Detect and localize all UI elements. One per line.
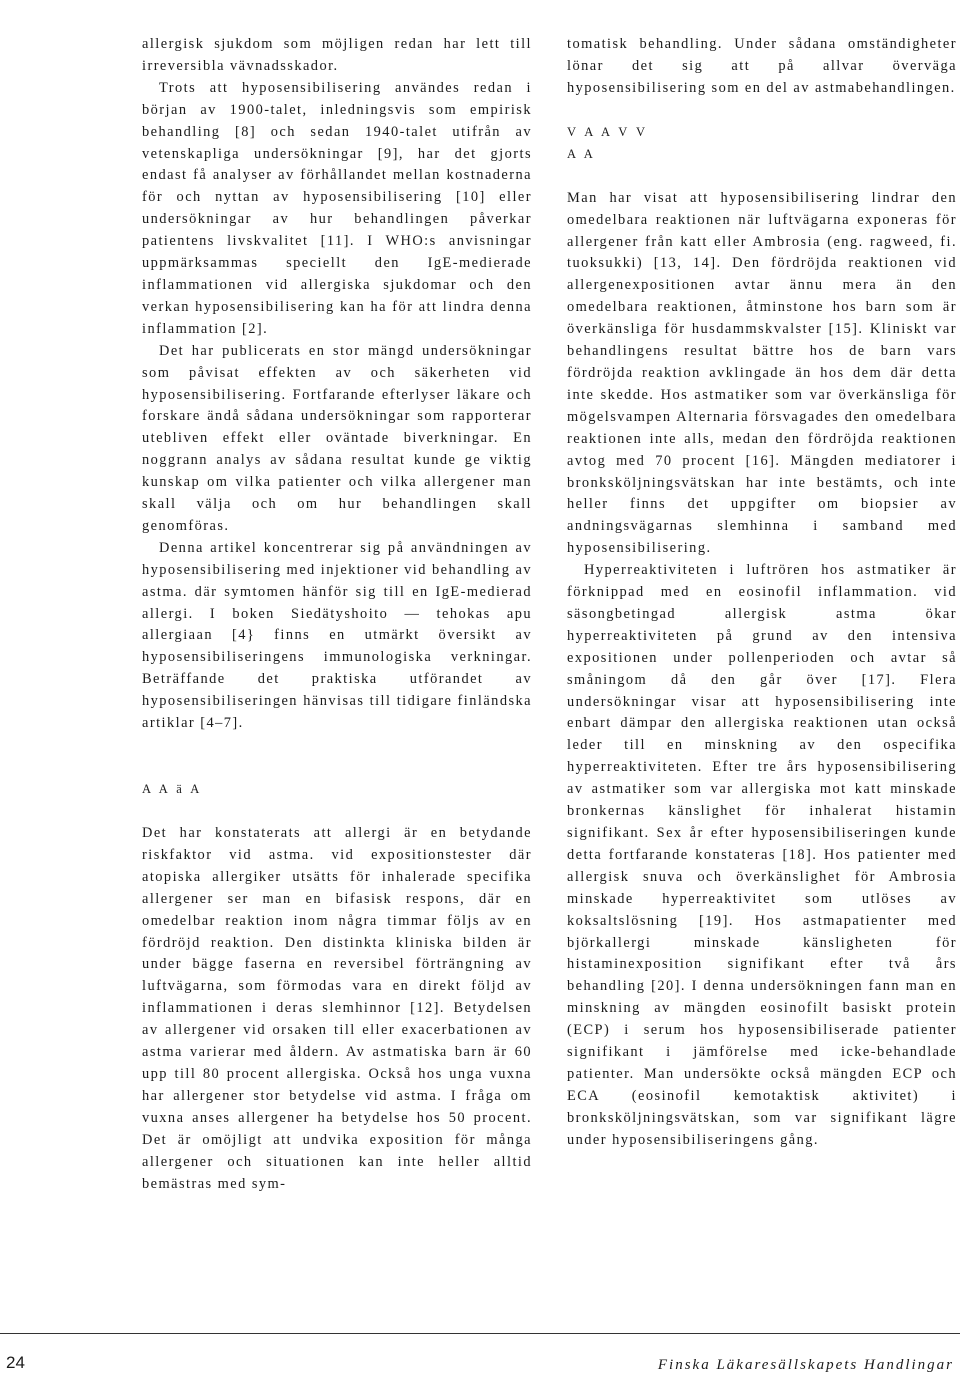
left-column (142, 34, 532, 1195)
right-column (567, 34, 957, 1152)
paragraph: Denna artikel koncentrerar sig på användningen av hyposensibilisering med injektioner vid behandling av astma. där symtomen hänför sig till en IgE-medierad allergi. I boken Siedätyshoito — tehokas apu allergiaan [4} finns en utmärkt översikt av hyposensibiliseringens immunologiska verkningar. Beträffande det praktiska utförandet av hyposensibiliseringen hänvisas till tidigare finländska artiklar [4–7]. (142, 539, 532, 732)
section-heading: A A ä A (142, 782, 203, 796)
paragraph: Man har visat att hyposensibilisering lindrar den omedelbara reaktionen när luftvägarna exponeras för allergener från katt eller Ambrosia (eng. ragweed, fi. tuoksukki) [13, 14]. Den fördröjda reaktionen vid allergenexpositionen avtar ännu mera än den omedelbara reaktionen, åtminstone hos barn som är överkänsliga för husdammskvalster [15]. Kliniskt var behandlingens resultat bättre hos de barn vars fördröjda reaktion avklingade än hos dem där detta inte skedde. Hos astmatiker som var överkänsliga för mögelsvampen Alternaria försvagades den omedelbara reaktionen inte alls, medan den fördröjda reaktionen avtog med 70 procent [16]. Mängden mediatorer i bronksköljningsvätskan har inte bestämts, och inte heller finns det uppgifter om biopsier av andningsvägarnas slemhinna i samband med hyposensibilisering. (567, 189, 957, 557)
paragraph: Hyperreaktiviteten i luftrören hos astmatiker är förknippad med en eosinofil inflammation. vid säsongbetingad allergisk astma ökar hyperreaktiviteten på grund av den intensiva expositionen under pollenperioden och avtar så småningom då den går över [17]. Flera undersökningar visar att hyposensibilisering inte enbart dämpar den allergiska reaktionen utan också leder till en minskning av den ospecifika hyperreaktiviteten. Efter tre års hyposensibilisering av astmatiker som var allergiska mot katt minskade bronkernas känslighet för inhalerat histamin signifikant. Sex år efter hyposensibiliseringen kunde detta fortfarande konstateras [18]. Hos patienter med allergisk snuva och överkänslighet för Ambrosia minskade hyperreaktivitet som utlöses av koksaltslösning [19]. Hos astmapatienter med björkallergi minskade känsligheten för histaminexposition signifikant efter två års behandling [20]. I denna undersökningen fann man en minskning av mängden eosinofilt basiskt protein (ECP) i serum hos hyposensibiliserade patienter signifikant i jämförelse med icke-behandlade patienter. Man undersökte också mängden ECP och ECA (eosinofil kemotaktisk aktivitet) i bronksköljningsvätskan, som var signifikant lägre under hyposensibiliseringens gång. (567, 562, 957, 1148)
journal-title: Finska Läkaresällskapets Handlingar (657, 1357, 954, 1373)
paragraph: tomatisk behandling. Under sådana omständigheter lönar det sig att på allvar överväga hyposensibilisering som en del av astmabehandlingen. (567, 36, 957, 96)
section-heading-line-2: A A (567, 146, 596, 161)
section-heading: V A A V V (567, 124, 648, 139)
spacer (567, 100, 957, 122)
paragraph: Trots att hyposensibilisering användes redan i början av 1900-talet, inledningsvis som empirisk behandling [8] och sedan 1940-talet utifrån av vetenskapliga undersökningar [9], har det gjorts endast få analyser av förhållandet mellan kostnaderna för och nyttan av hyposensibilisering [10] eller undersökningar av hur behandlingen påverkar patientens livskvalitet [11]. I WHO:s anvisningar uppmärksammas speciellt den IgE-medierade inflammationen vid allergiska sjukdomar och den verkan hyposensibilisering kan ha för att lindra denna inflammation [2]. (142, 79, 532, 337)
spacer (142, 735, 532, 779)
spacer (567, 166, 957, 188)
paragraph: Det har publicerats en stor mängd undersökningar som påvisat effekten av och säkerheten vid hyposensibilisering. Fortfarande efterlyser läkare och forskare ändå sådana undersökningar som rapporterar utebliven effekt eller oväntade biverkningar. En noggrann analys av sådana resultat kunde ge viktig kunskap om vilka patienter och vilka allergener man skall välja och om hur behandlingen skall genomföras. (142, 342, 532, 534)
paragraph: Det har konstaterats att allergi är en betydande riskfaktor vid astma. vid expositionstester där atopiska allergiker utsätts för inhalerade specifika allergener ser man en bifasisk respons, där en omedelbar reaktion inom några timmar följs av en fördröjd reaktion. Den distinkta kliniska bilden är under bägge faserna en reversibel förträngning av luftvägarna, som förmodas vara en direkt följd av inflammationen i deras slemhinnor [12]. Betydelsen av allergener vid orsaken till eller exacerbationen av astma varierar med åldern. Av astmatiska barn är 60 upp till 80 procent allergiska. Också hos unga vuxna har allergener stor betydelse vid astma. I fråga om vuxna anses allergener ha betydelse hos 50 procent. Det är omöjligt att undvika exposition för många allergener och situationen kan inte heller alltid bemästras med sym- (142, 825, 532, 1192)
footer-divider (0, 1333, 960, 1334)
paragraph: allergisk sjukdom som möjligen redan har lett till irreversibla vävnadsskador. (142, 36, 532, 74)
page-number: 24 (6, 1353, 25, 1372)
spacer (142, 801, 532, 823)
